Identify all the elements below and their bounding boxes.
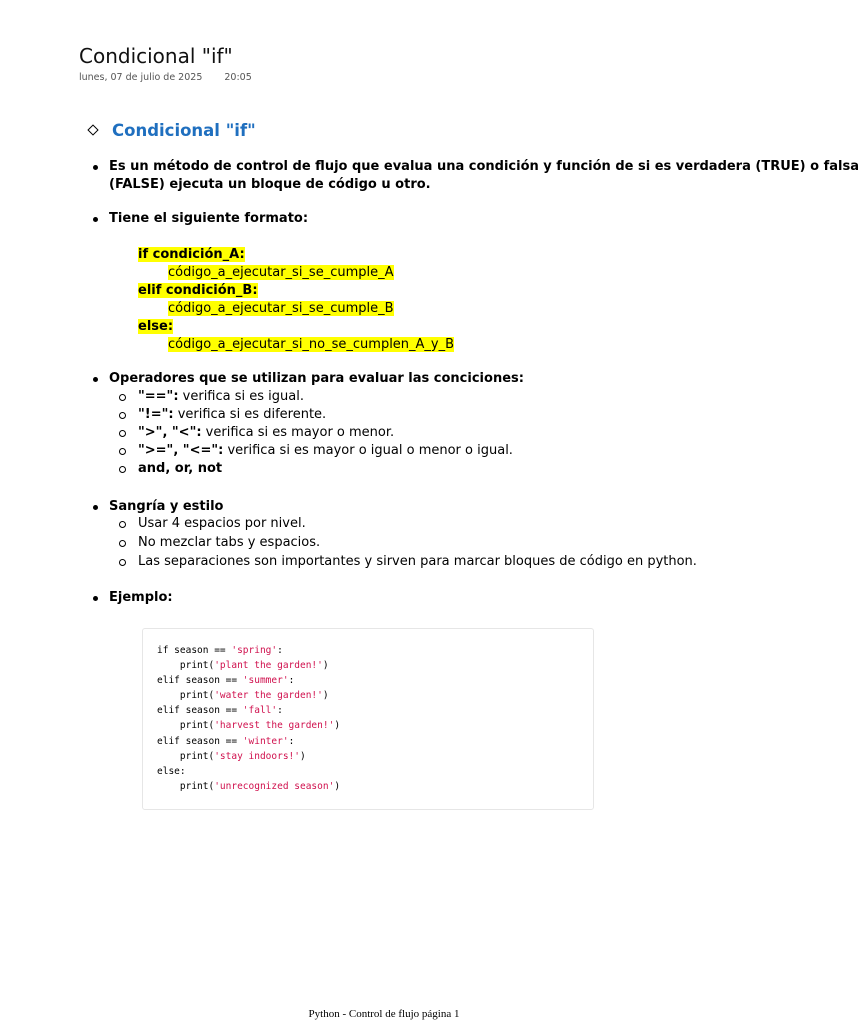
format-label: Tiene el siguiente formato:	[109, 211, 309, 226]
bullet-icon	[93, 217, 98, 222]
code-line: print('unrecognized season')	[157, 780, 341, 792]
circle-bullet-icon	[119, 540, 126, 547]
definition-line-2: (FALSE) ejecuta un bloque de código u otro.	[109, 177, 431, 192]
diamond-bullet-icon	[87, 124, 98, 135]
operator-item: "==": verifica si es igual.	[138, 389, 304, 404]
operators-label: Operadores que se utilizan para evaluar las conciciones:	[109, 371, 524, 386]
circle-bullet-icon	[119, 521, 126, 528]
code-line: elif season == 'fall':	[157, 705, 283, 717]
code-text	[157, 643, 340, 794]
bullet-icon	[93, 165, 98, 170]
circle-bullet-icon	[119, 430, 126, 437]
format-if: if condición_A:	[138, 247, 245, 262]
code-line: else:	[157, 765, 186, 777]
bullet-icon	[93, 596, 98, 601]
format-action-a: código_a_ejecutar_si_se_cumple_A	[168, 265, 394, 280]
format-elif: elif condición_B:	[138, 283, 258, 298]
code-line: print('stay indoors!')	[157, 750, 306, 762]
code-line: print('water the garden!')	[157, 690, 329, 702]
page-datetime	[79, 72, 252, 83]
bullet-icon	[93, 505, 98, 510]
circle-bullet-icon	[119, 559, 126, 566]
indent-item: Usar 4 espacios por nivel.	[138, 516, 306, 531]
circle-bullet-icon	[119, 448, 126, 455]
code-line: print('plant the garden!')	[157, 660, 329, 672]
code-line: elif season == 'winter':	[157, 735, 295, 747]
page-time: 20:05	[224, 72, 252, 83]
page-footer: Python - Control de flujo página 1	[308, 1008, 460, 1020]
indent-label: Sangría y estilo	[109, 499, 224, 514]
circle-bullet-icon	[119, 466, 126, 473]
operator-item: ">", "<": verifica si es mayor o menor.	[138, 425, 395, 440]
format-else: else:	[138, 319, 174, 334]
operator-item: and, or, not	[138, 461, 223, 476]
section-title: Condicional "if"	[112, 121, 256, 140]
operator-item: ">=", "<=": verifica si es mayor o igual o menor o igual.	[138, 443, 513, 458]
circle-bullet-icon	[119, 412, 126, 419]
format-action-b: código_a_ejecutar_si_se_cumple_B	[168, 301, 394, 316]
code-line: if season == 'spring':	[157, 645, 283, 656]
operator-item: "!=": verifica si es diferente.	[138, 407, 327, 422]
example-label: Ejemplo:	[109, 590, 173, 605]
definition-line-1: Es un método de control de flujo que evalua una condición y función de si es verdadera (TRUE) o falsa	[109, 159, 859, 174]
page-date: lunes, 07 de julio de 2025	[79, 72, 203, 83]
code-line: elif season == 'summer':	[157, 675, 295, 687]
code-block[interactable]	[142, 628, 594, 810]
format-action-else: código_a_ejecutar_si_no_se_cumplen_A_y_B	[168, 337, 455, 352]
code-line: print('harvest the garden!')	[157, 720, 341, 732]
indent-item: No mezclar tabs y espacios.	[138, 535, 321, 550]
bullet-icon	[93, 377, 98, 382]
indent-item: Las separaciones son importantes y sirven para marcar bloques de código en python.	[138, 554, 697, 569]
circle-bullet-icon	[119, 394, 126, 401]
page-title: Condicional "if"	[79, 44, 233, 68]
